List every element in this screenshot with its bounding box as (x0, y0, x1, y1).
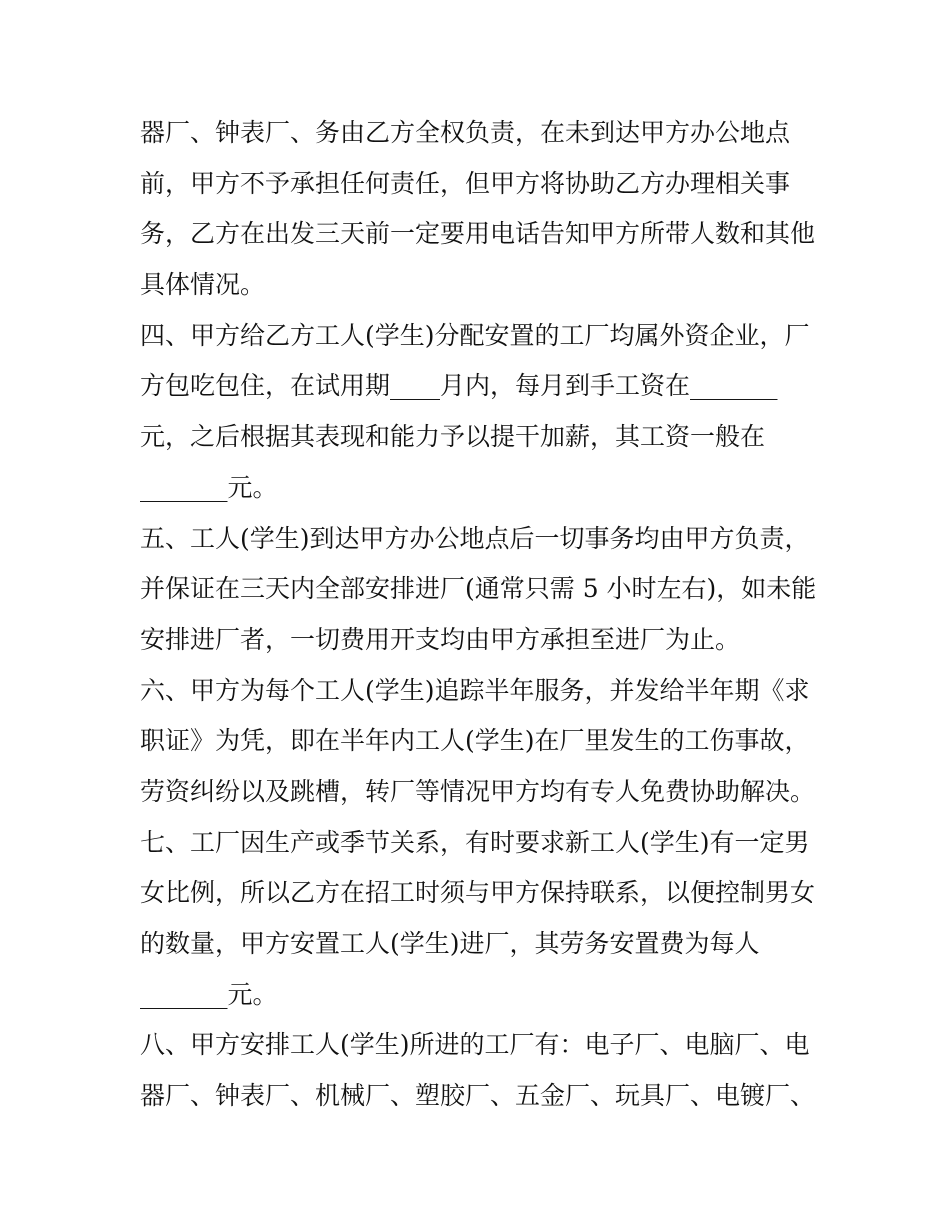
text-line: 女比例，所以乙方在招工时须与甲方保持联系，以便控制男女 (140, 878, 816, 908)
text-line: 五、工人(学生)到达甲方办公地点后一切事务均由甲方负责， (140, 523, 810, 553)
text-line: 职证》为凭，即在半年内工人(学生)在厂里发生的工伤事故， (140, 726, 810, 756)
text-line: _______元。 (140, 979, 278, 1009)
document-body (140, 108, 820, 1122)
text-line: 器厂、钟表厂、务由乙方全权负责，在未到达甲方办公地点 (140, 118, 791, 147)
text-line: 七、工厂因生产或季节关系，有时要求新工人(学生)有一定男 (140, 827, 810, 857)
text-line: 八、甲方安排工人(学生)所进的工厂有：电子厂、电脑厂、电 (140, 1030, 810, 1060)
text-line: 器厂、钟表厂、机械厂、塑胶厂、五金厂、玩具厂、电镀厂、 (140, 1081, 816, 1111)
text-line: 劳资纠纷以及跳槽，转厂等情况甲方均有专人免费协助解决。 (140, 776, 816, 806)
text-line: 方包吃包住，在试用期____月内，每月到手工资在_______ (140, 371, 778, 401)
text-line: 安排进厂者，一切费用开支均由甲方承担至进厂为止。 (140, 624, 741, 654)
text-line: 务，乙方在出发三天前一定要用电话告知甲方所带人数和其他 (140, 219, 816, 249)
text-line: 四、甲方给乙方工人(学生)分配安置的工厂均属外资企业，厂 (140, 320, 810, 350)
text-line: _______元。 (140, 472, 278, 502)
text-line: 具体情况。 (140, 270, 266, 300)
text-line: 元，之后根据其表现和能力予以提干加薪，其工资一般在 (140, 422, 766, 452)
text-line: 的数量，甲方安置工人(学生)进厂，其劳务安置费为每人 (140, 929, 760, 958)
text-line: 前，甲方不予承担任何责任，但甲方将协助乙方办理相关事 (140, 168, 791, 198)
text-line: 并保证在三天内全部安排进厂(通常只需 5 小时左右)，如未能 (140, 574, 817, 604)
text-line: 六、甲方为每个工人(学生)追踪半年服务，并发给半年期《求 (140, 675, 810, 705)
